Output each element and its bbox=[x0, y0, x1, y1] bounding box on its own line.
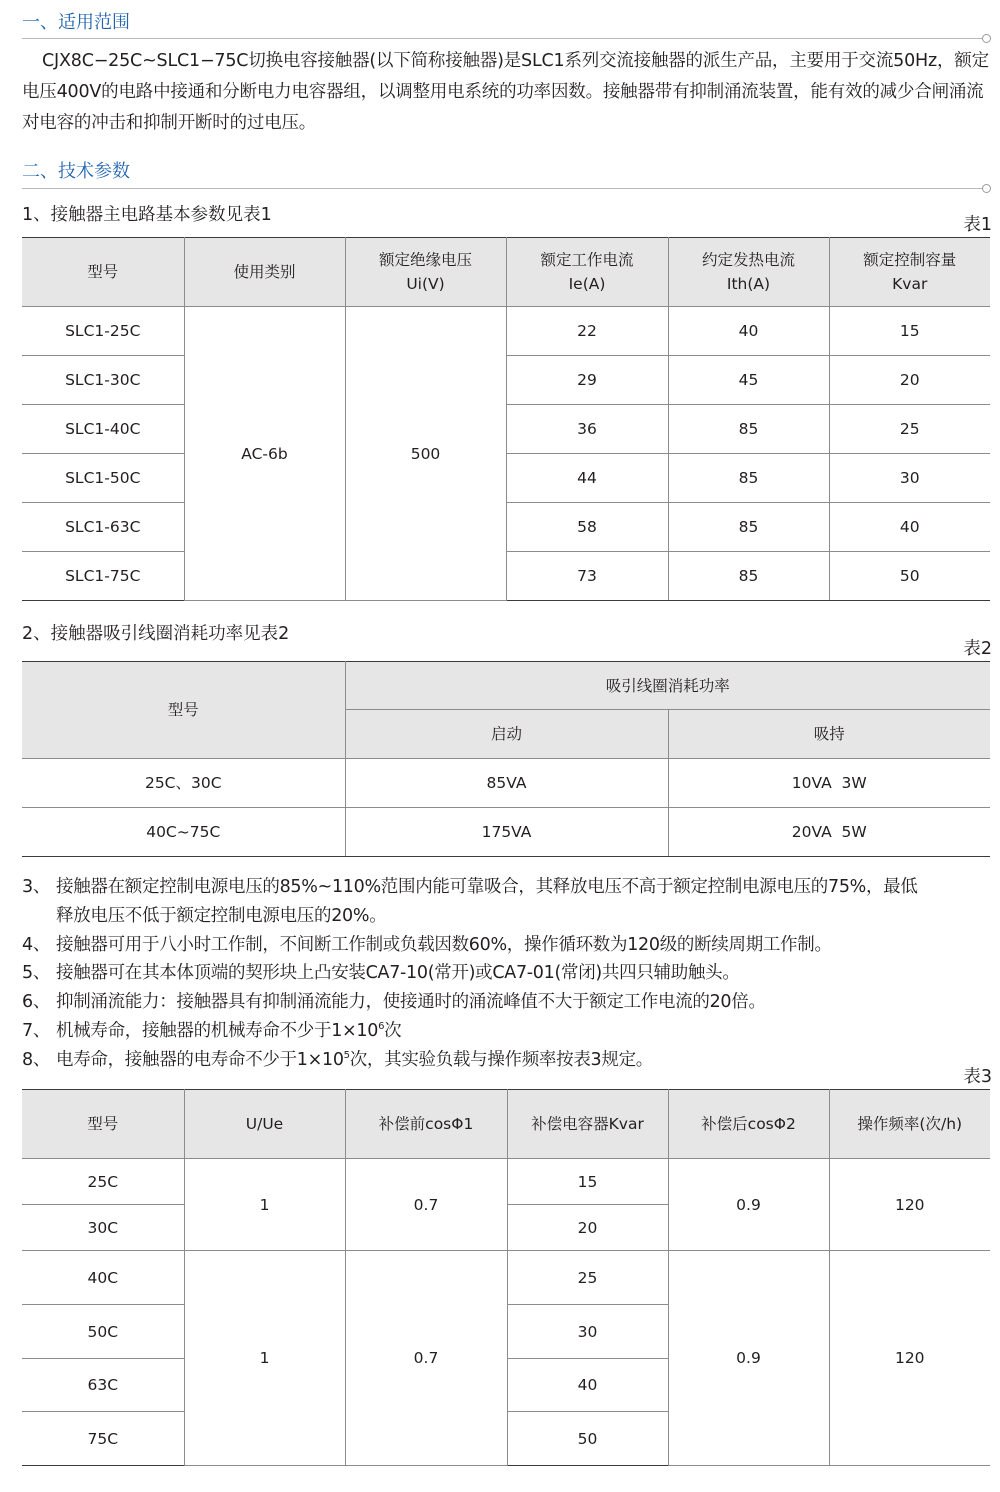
t1-header-ie: 额定工作电流 Ie(A) bbox=[506, 238, 668, 307]
t3-header-u: U/Ue bbox=[184, 1090, 345, 1159]
t2-header-start: 启动 bbox=[345, 710, 668, 759]
spec-list bbox=[22, 873, 997, 1075]
t3-cell-kvar: 15 bbox=[507, 1159, 668, 1205]
t3-cell-kvar: 25 bbox=[507, 1251, 668, 1305]
table-row bbox=[22, 356, 990, 405]
table-row bbox=[22, 307, 990, 356]
list-item: 8、 电寿命，接触器的电寿命不少于$1\times 10^5$次，其实验负载与操作频率按表3规定。 bbox=[22, 1049, 653, 1070]
t1-cell-ie: 36 bbox=[506, 405, 668, 454]
table-row bbox=[22, 454, 990, 503]
section-title-scope: 一、适用范围 bbox=[22, 12, 130, 33]
table3-label: 表3 bbox=[963, 1067, 992, 1087]
t1-cell-category: AC-6b bbox=[184, 307, 345, 601]
section-title-params: 二、技术参数 bbox=[22, 161, 130, 182]
t1-cell-model: SLC1-75C bbox=[22, 552, 184, 601]
t1-header-kvar: 额定控制容量 Kvar bbox=[829, 238, 990, 307]
table-row bbox=[22, 1251, 990, 1305]
section-rule-end-dot bbox=[982, 184, 991, 193]
t3-cell-kvar: 30 bbox=[507, 1305, 668, 1359]
t1-cell-kvar: 40 bbox=[829, 503, 990, 552]
t1-cell-ith: 85 bbox=[668, 405, 829, 454]
t3-header-freq: 操作频率(次/h) bbox=[829, 1090, 990, 1159]
table-row bbox=[22, 1159, 990, 1205]
t1-cell-kvar: 20 bbox=[829, 356, 990, 405]
t3-cell-model: 30C bbox=[22, 1205, 184, 1251]
t3-header-cos1: 补偿前cosΦ1 bbox=[345, 1090, 507, 1159]
t2-cell-model: 40C~75C bbox=[22, 808, 345, 857]
t3-cell-model: 63C bbox=[22, 1359, 184, 1412]
t3-cell-model: 50C bbox=[22, 1305, 184, 1359]
table1-main-circuit-params bbox=[22, 237, 990, 601]
t1-cell-ie: 44 bbox=[506, 454, 668, 503]
table2-coil-power bbox=[22, 661, 990, 857]
t3-cell-model: 25C bbox=[22, 1159, 184, 1205]
t3-cell-kvar: 40 bbox=[507, 1359, 668, 1412]
t3-cell-kvar: 20 bbox=[507, 1205, 668, 1251]
t3-cell-u: 1 bbox=[184, 1159, 345, 1251]
t1-cell-ith: 45 bbox=[668, 356, 829, 405]
t2-cell-hold: 10VA 3W bbox=[668, 759, 990, 808]
t1-header-ith: 约定发热电流 Ith(A) bbox=[668, 238, 829, 307]
t3-cell-model: 75C bbox=[22, 1412, 184, 1466]
t1-cell-ie: 73 bbox=[506, 552, 668, 601]
t1-cell-model: SLC1-30C bbox=[22, 356, 184, 405]
t2-cell-model: 25C、30C bbox=[22, 759, 345, 808]
table2-label: 表2 bbox=[963, 639, 992, 659]
t3-cell-cos2: 0.9 bbox=[668, 1159, 829, 1251]
table-row bbox=[22, 759, 990, 808]
t3-header-cos2: 补偿后cosΦ2 bbox=[668, 1090, 829, 1159]
t2-cell-hold: 20VA 5W bbox=[668, 808, 990, 857]
t2-cell-start: 175VA bbox=[345, 808, 668, 857]
list-item: 6、 抑制涌流能力：接触器具有抑制涌流能力，使接通时的涌流峰值不大于额定工作电流的20倍。 bbox=[22, 992, 766, 1013]
t3-cell-freq: 120 bbox=[829, 1251, 990, 1466]
table1-label: 表1 bbox=[963, 215, 992, 235]
t1-cell-ith: 40 bbox=[668, 307, 829, 356]
t1-cell-kvar: 15 bbox=[829, 307, 990, 356]
table-row bbox=[22, 503, 990, 552]
t1-cell-kvar: 50 bbox=[829, 552, 990, 601]
list-item: 5、 接触器可在其本体顶端的契形块上凸安装CA7-10(常开)或CA7-01(常闭)共四只辅助触头。 bbox=[22, 963, 740, 984]
t3-header-model: 型号 bbox=[22, 1090, 184, 1159]
t1-cell-model: SLC1-63C bbox=[22, 503, 184, 552]
t1-cell-ith: 85 bbox=[668, 503, 829, 552]
t1-cell-ie: 58 bbox=[506, 503, 668, 552]
t2-header-power: 吸引线圈消耗功率 bbox=[345, 662, 990, 710]
t3-header-kvar: 补偿电容器Kvar bbox=[507, 1090, 668, 1159]
t1-header-category: 使用类别 bbox=[184, 238, 345, 307]
t1-cell-model: SLC1-50C bbox=[22, 454, 184, 503]
table-row bbox=[22, 552, 990, 601]
scope-paragraph: CJX8C−25C~SLC1−75C切换电容接触器(以下简称接触器)是SLC1系列交流接触器的派生产品，主要用于交流50Hz，额定电压400V的电路中接通和分断电力电容器组，以调整用电系统的功率因数。接触器带有抑制涌流装置，能有效的减少合闸涌流对电容的冲击和抑制开断时的过电压。 bbox=[22, 51, 989, 133]
section-rule bbox=[22, 188, 984, 189]
section-rule-end-dot bbox=[982, 34, 991, 43]
t1-cell-ui: 500 bbox=[345, 307, 506, 601]
t3-cell-u: 1 bbox=[184, 1251, 345, 1466]
table-row bbox=[22, 808, 990, 857]
t1-cell-model: SLC1-40C bbox=[22, 405, 184, 454]
t1-cell-ie: 22 bbox=[506, 307, 668, 356]
t3-cell-cos1: 0.7 bbox=[345, 1159, 507, 1251]
table1-caption: 1、接触器主电路基本参数见表1 bbox=[22, 205, 272, 225]
list-item: 7、 机械寿命，接触器的机械寿命不少于$1\times 10^6$次 bbox=[22, 1020, 402, 1041]
t1-cell-kvar: 25 bbox=[829, 405, 990, 454]
t3-cell-freq: 120 bbox=[829, 1159, 990, 1251]
table3-electrical-life bbox=[22, 1089, 990, 1466]
list-item: 4、 接触器可用于八小时工作制，不间断工作制或负载因数60%，操作循环数为120级的断续周期工作制。 bbox=[22, 934, 832, 955]
t3-cell-model: 40C bbox=[22, 1251, 184, 1305]
t3-cell-cos2: 0.9 bbox=[668, 1251, 829, 1466]
t1-cell-model: SLC1-25C bbox=[22, 307, 184, 356]
t1-cell-ith: 85 bbox=[668, 552, 829, 601]
t1-header-ui: 额定绝缘电压 Ui(V) bbox=[345, 238, 506, 307]
section-rule bbox=[22, 38, 984, 39]
t1-cell-kvar: 30 bbox=[829, 454, 990, 503]
table-row bbox=[22, 405, 990, 454]
list-item: 3、 接触器在额定控制电源电压的85%~110%范围内能可靠吸合，其释放电压不高于额定控制电源电压的75%，最低 释放电压不低于额定控制电源电压的20%。 bbox=[22, 877, 918, 926]
t3-cell-kvar: 50 bbox=[507, 1412, 668, 1466]
t2-header-hold: 吸持 bbox=[668, 710, 990, 759]
t3-cell-cos1: 0.7 bbox=[345, 1251, 507, 1466]
t1-cell-ie: 29 bbox=[506, 356, 668, 405]
t1-header-model: 型号 bbox=[22, 238, 184, 307]
t2-header-model: 型号 bbox=[22, 662, 345, 759]
table2-caption: 2、接触器吸引线圈消耗功率见表2 bbox=[22, 624, 290, 644]
t2-cell-start: 85VA bbox=[345, 759, 668, 808]
t1-cell-ith: 85 bbox=[668, 454, 829, 503]
